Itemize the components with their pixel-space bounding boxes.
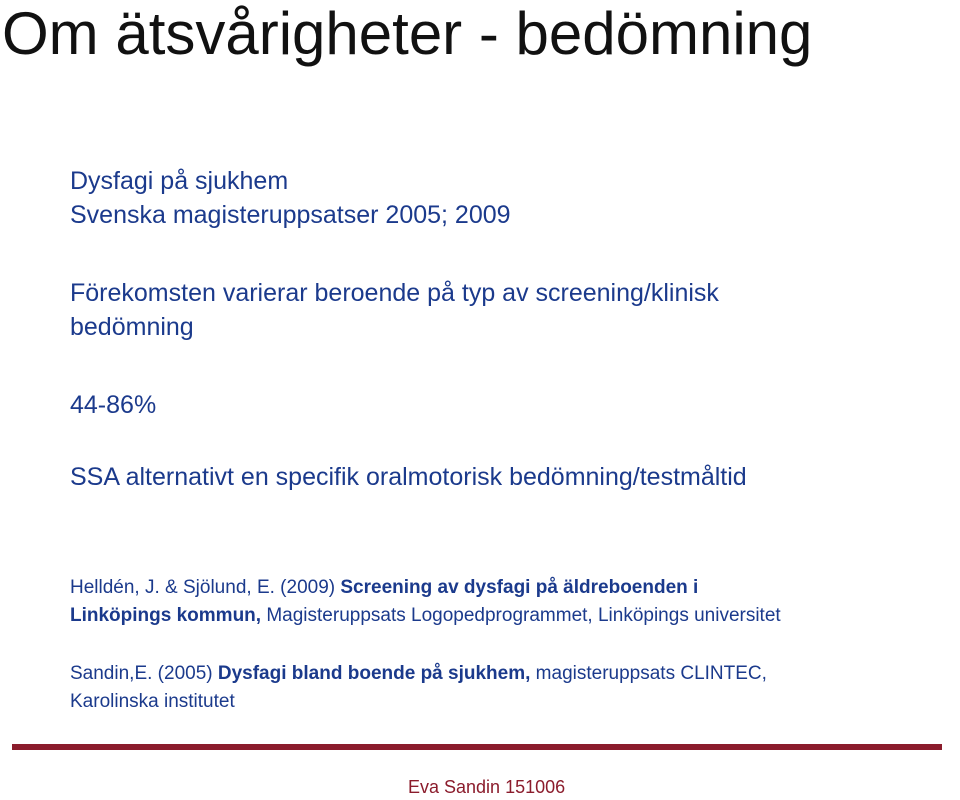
bullet-line: Svenska magisteruppsatser 2005; 2009 [70,201,511,229]
reference-authors: Sandin,E. (2005) [70,663,218,684]
bullet-forekomst [70,276,719,344]
slide-title: Om ätsvårigheter - bedömning [2,0,813,67]
reference-title: Screening av dysfagi på äldreboenden i [340,577,699,598]
bullet-line: SSA alternativt en specifik oralmotorisk bedömning/testmåltid [70,463,747,491]
reference-line [70,602,781,630]
bullet-percentage [70,388,156,422]
bullet-ssa [70,460,747,494]
reference-line [70,660,767,688]
bullet-line: Dysfagi på sjukhem [70,167,289,195]
reference-authors: Helldén, J. & Sjölund, E. (2009) [70,577,341,598]
footer-author-date: Eva Sandin 151006 [408,777,566,797]
bullet-line: Förekomsten varierar beroende på typ av screening/klinisk [70,279,719,307]
reference-line [70,574,781,602]
reference-line: Karolinska institutet [70,691,235,712]
reference-sandin [70,660,767,716]
bullet-line: 44-86% [70,391,157,419]
bullet-dysfagi-sjukhem [70,164,511,232]
reference-title: Dysfagi bland boende på sjukhem, [217,663,531,684]
reference-source: Magisteruppsats Logopedprogrammet, Linköpings universitet [261,605,781,626]
reference-source: magisteruppsats CLINTEC, [530,663,767,684]
reference-hellden [70,574,781,630]
reference-title: Linköpings kommun, [70,605,262,626]
footer-divider [12,744,942,750]
bullet-line: bedömning [70,313,194,341]
